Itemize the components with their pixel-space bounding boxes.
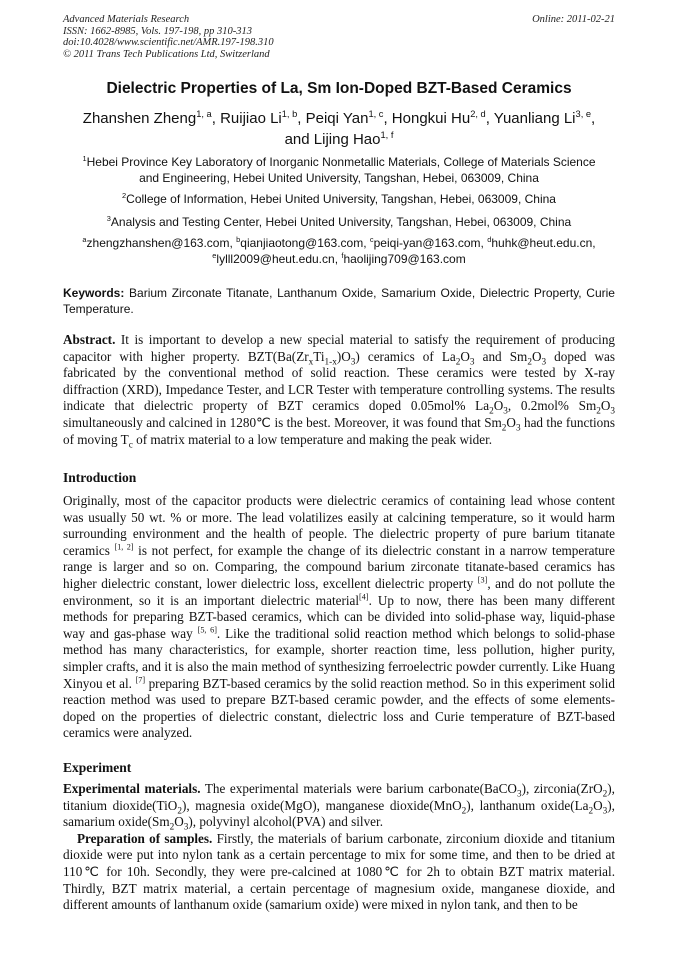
author-list xyxy=(63,108,615,150)
author: Yuanliang Li$^{3, e}$, xyxy=(493,109,596,127)
citation[interactable]: [5, 6] xyxy=(197,625,217,635)
preparation-paragraph: Preparation of samples. Firstly, the materials of barium carbonate, zirconium dioxide and titanium dioxide were put into nylon tank as a certain percentage to mix for some time, and then to be dried at 110℃ for 10h. Secondly, they were pre-calcined at 1080℃ for 2h to obtain BZT matrix material. Thirdly, BZT matrix material, a certain percentage of magnesium oxide, manganese dioxide, and different amounts of lanthanum oxide (samarium oxide) were mixed in nylon tank, and then to be xyxy=(63,830,615,913)
affiliation-2: $^2$College of Information, Hebei United University, Tangshan, Hebei, 063009, China xyxy=(122,191,556,206)
citation[interactable]: [3] xyxy=(477,575,488,585)
email-link[interactable]: haolijing709@163.com xyxy=(343,251,466,266)
citation[interactable]: [4] xyxy=(359,592,369,602)
keywords xyxy=(63,286,615,317)
preparation-label: Preparation of samples. xyxy=(77,830,213,846)
author: and Lijing Hao$^{1, f}$ xyxy=(284,130,394,148)
introduction-body: Originally, most of the capacitor products were dielectric ceramics of containing lead whose content was usually 50 wt. % or more. The lead volatilizes easily at calcining temperature, so it would harm surrounding environment and the health of people. The dielectric property of pure barium titanate ceramics [1, 2] is not perfect, for example the change of its dielectric constant in a narrow temperature range is larger and so on. Comparing, the compound barium zirconate titanate-based ceramics has higher dielectric constant, lower dielectric loss, excellent dielectric property [3], and do not pollute the environment, so it is an important dielectric material[4]. Up to now, there has been many different methods for preparing BZT-based ceramics, which can be divided into solid-phase way, liquid-phase way and gas-phase way [5, 6]. Like the traditional solid reaction method which belongs to solid-phase method has many characteristics, for example, shorter reaction time, less pollution, higher purity, simpler crafts, and it is also the main method of synthesizing ferroelectric powder currently. Like Huang Xinyou et al. [7] preparing BZT-based ceramics by the solid reaction method. So in this experiment solid reaction method was used to prepare BZT-based ceramic powder, and the effects of some elements-doped on the properties of dielectric constant, dielectric loss and Curie temperature of BZT-based ceramics were analyzed. xyxy=(63,493,616,741)
materials-paragraph: Experimental materials. The experimental materials were barium carbonate(BaCO$_3$), zirconia(ZrO$_2$), titanium dioxide(TiO$_2$), magnesia oxide(MgO), manganese dioxide(MnO$_2$), lanthanum $oxide(La_2O_3)$, samarium $oxide(Sm_2O_3)$, polyvinyl alcohol(PVA) and silver. xyxy=(63,781,615,832)
author: Ruijiao Li$^{1, b}$, xyxy=(220,109,306,127)
keywords-text: Barium Zirconate Titanate, Lanthanum Oxide, Samarium Oxide, Dielectric Property, Curie Temperature. xyxy=(63,286,615,316)
author: Peiqi Yan$^{1, c}$, xyxy=(305,109,392,127)
abstract: Abstract. It is important to develop a new special material to satisfy the requirement of producing capacitor with higher property. $BZT(Ba(Zr_xTi_{1-x})O_3)$ ceramics of $La_2O_3$ and $Sm_2O_3$ doped was fabricated by the conventional method of solid reaction. These ceramics were tested by X-ray diffraction (XRD), Impedance Tester, and LCR Tester with temperature controlling systems. The results indicate that dielectric property of BZT ceramics doped 0.05mol% $La_2O_3$, 0.2mol% $Sm_2O_3$ simultaneously and calcined in 1280℃ is the best. Moreover, it was found that $Sm_2O_3$ had the functions of moving $T_c$ of matrix material to a low temperature and making the peak wider. xyxy=(63,332,616,450)
email-link[interactable]: huhk@heut.edu.cn xyxy=(491,236,593,250)
affiliation-1: $^1$Hebei Province Key Laboratory of Inorganic Nonmetallic Materials, College of Materials Science and Engineering, Hebei United University, Tangshan, Hebei, 063009, China xyxy=(82,154,596,185)
keywords-label: Keywords: xyxy=(63,286,125,300)
abstract-label: Abstract. xyxy=(63,332,116,347)
issn-line: ISSN: 1662-8985, Vols. 197-198, pp 310-313 xyxy=(63,25,252,37)
experiment-body xyxy=(63,781,615,914)
materials-label: Experimental materials. xyxy=(63,781,201,796)
email-link[interactable]: peiqi-yan@163.com xyxy=(373,236,481,250)
author: Zhanshen Zheng$^{1, a}$, xyxy=(82,109,221,127)
journal-header xyxy=(63,14,615,60)
experiment-heading: Experiment xyxy=(63,760,132,775)
journal-name: Advanced Materials Research xyxy=(63,14,190,25)
paper-title: Dielectric Properties of La, Sm Ion-Doped BZT-Based Ceramics xyxy=(106,80,572,97)
email-link[interactable]: lylll2009@heut.edu.cn xyxy=(216,251,335,266)
doi-line[interactable]: doi:10.4028/www.scientific.net/AMR.197-198.310 xyxy=(63,37,274,48)
author-emails: $^a$zhengzhanshen@163.com, $^b$qianjiaotong@163.com, $^c$peiqi-yan@163.com, $^d$huhk@heut.edu.cn, $^e$lylll2009@heut.edu.cn, $^f$haolijing709@163.com xyxy=(82,235,596,266)
email-link[interactable]: zhengzhanshen@163.com xyxy=(86,236,230,250)
author: Hongkui Hu$^{2, d}$, xyxy=(391,109,494,127)
copyright-line: © 2011 Trans Tech Publications Ltd, Switzerland xyxy=(63,48,270,60)
email-link[interactable]: qianjiaotong@163.com xyxy=(240,236,364,250)
citation[interactable]: [1, 2] xyxy=(114,542,134,552)
citation[interactable]: [7] xyxy=(135,675,146,685)
affiliation-3: $^3$Analysis and Testing Center, Hebei United University, Tangshan, Hebei, 063009, China xyxy=(106,214,572,229)
introduction-heading: Introduction xyxy=(63,470,137,485)
online-date: Online: 2011-02-21 xyxy=(532,14,615,25)
